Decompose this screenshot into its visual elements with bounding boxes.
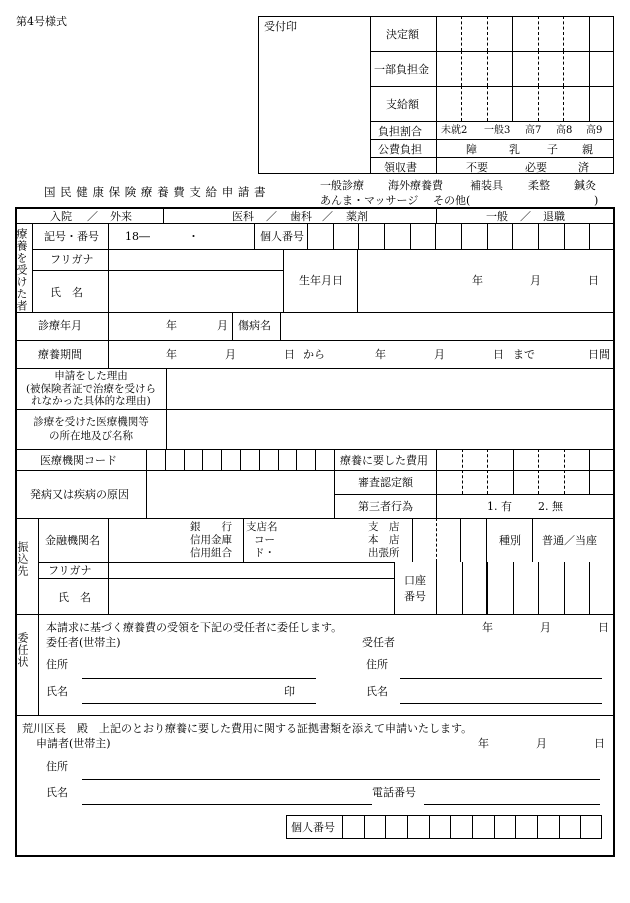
phone-label: 電話番号 — [372, 786, 416, 799]
application-year: 年 — [478, 737, 489, 750]
decision-amount-digit-7[interactable] — [589, 16, 614, 51]
bank-type-kumiai[interactable]: 信用組合 — [190, 547, 232, 559]
account-number-digit-2[interactable] — [462, 562, 488, 614]
delegation-side-label: 委任状 — [16, 632, 29, 668]
applicant-address-input[interactable] — [82, 756, 600, 778]
third-party-label: 第三者行為 — [358, 500, 413, 513]
account-number-digit-4[interactable] — [513, 562, 539, 614]
burden-opt-2[interactable]: 一般3 — [484, 125, 511, 136]
form-number: 第4号様式 — [16, 15, 67, 28]
branch-name-label: 支店名 — [246, 521, 278, 533]
applicant-personal-number-digit-2[interactable] — [364, 815, 386, 839]
public-opt-3[interactable]: 子 — [547, 143, 558, 156]
receipt-label: 領収書 — [384, 161, 417, 174]
institution-code-digit-5[interactable] — [221, 449, 240, 470]
period-from: から — [303, 348, 325, 361]
delegatee-label: 受任者 — [362, 636, 395, 649]
institution-label-1: 診療を受けた医療機関等 — [33, 416, 149, 428]
payment-amount-digit-4[interactable] — [512, 86, 537, 121]
delegatee-address-input[interactable] — [400, 656, 602, 676]
public-burden-label: 公費負担 — [378, 143, 422, 156]
partial-burden-digit-6[interactable] — [563, 51, 588, 86]
cost-label: 療養に要した費用 — [340, 454, 428, 467]
delegatee-name-label: 氏名 — [366, 685, 388, 698]
name-input[interactable] — [110, 272, 280, 310]
patient-personal-number-digit-1[interactable] — [307, 223, 333, 249]
applicant-name-label: 氏名 — [46, 786, 68, 799]
delegator-label: 委任者(世帯主) — [46, 636, 121, 649]
birthdate-input[interactable] — [360, 252, 612, 310]
symbol-number-input[interactable] — [150, 226, 250, 246]
third-party-no[interactable]: 2. 無 — [538, 500, 563, 513]
decision-amount-digit-5[interactable] — [538, 16, 563, 51]
partial-burden-digit-3[interactable] — [487, 51, 512, 86]
type-judo[interactable]: 柔整 — [528, 179, 550, 192]
applicant-personal-number-digit-7[interactable] — [472, 815, 494, 839]
delegation-year: 年 — [482, 621, 493, 634]
burden-opt-5[interactable]: 高9 — [586, 125, 603, 136]
decision-amount-digit-2[interactable] — [461, 16, 486, 51]
institution-code-digit-8[interactable] — [278, 449, 297, 470]
cause-input[interactable] — [149, 472, 331, 516]
category-general[interactable]: 一般 — [486, 210, 508, 223]
sep-3: ／ — [322, 210, 333, 223]
delegation-text: 本請求に基づく療養費の受領を下記の受任者に委任します。 — [46, 621, 343, 634]
applicant-personal-number-digit-1[interactable] — [342, 815, 364, 839]
institution-code-digit-3[interactable] — [184, 449, 203, 470]
code-label-1: コー — [254, 534, 275, 546]
admission-inpatient[interactable]: 入院 — [50, 210, 72, 223]
disease-label: 傷病名 — [238, 319, 271, 332]
sep-2: ／ — [266, 210, 277, 223]
patient-personal-number-digit-5[interactable] — [410, 223, 436, 249]
sep-4: ／ — [520, 210, 531, 223]
patient-personal-number-digit-4[interactable] — [384, 223, 410, 249]
period-day-2: 日 — [493, 348, 504, 361]
receipt-opt-2[interactable]: 必要 — [525, 161, 547, 174]
cost-digit-3[interactable] — [487, 449, 513, 494]
review-amount-label: 審査認定額 — [358, 476, 413, 489]
visit-month-label: 診療年月 — [38, 319, 82, 332]
payment-amount-digit-5[interactable] — [538, 86, 563, 121]
name-label: 氏 名 — [50, 286, 83, 299]
account-number-digit-7[interactable] — [589, 562, 615, 614]
seal-mark: 印 — [284, 685, 295, 698]
account-kind-label: 種別 — [499, 534, 521, 547]
patient-personal-number-digit-8[interactable] — [487, 223, 513, 249]
reason-label-1: 申請をした理由 — [54, 370, 128, 382]
burden-opt-4[interactable]: 高8 — [556, 125, 573, 136]
applicant-personal-number-label: 個人番号 — [291, 821, 335, 834]
burden-ratio-label: 負担割合 — [378, 125, 422, 138]
birth-year: 年 — [472, 274, 483, 287]
applicant-personal-number-digit-4[interactable] — [407, 815, 429, 839]
application-text: 荒川区長 殿 上記のとおり療養に要した費用に関する証拠書類を添えて申請いたします。 — [22, 722, 473, 735]
dept-dental[interactable]: 歯科 — [290, 210, 312, 223]
phone-input[interactable] — [424, 783, 600, 803]
inst-code-label: 医療機関コード — [40, 454, 117, 467]
decision-amount-digit-1[interactable] — [436, 16, 461, 51]
birth-day: 日 — [588, 274, 599, 287]
public-opt-2[interactable]: 乳 — [509, 143, 520, 156]
type-other[interactable]: その他( — [433, 194, 471, 207]
payment-amount-digit-7[interactable] — [589, 86, 614, 121]
decision-amount-digit-6[interactable] — [563, 16, 588, 51]
type-massage[interactable]: あんま・マッサージ — [320, 194, 419, 207]
birth-month: 月 — [530, 274, 541, 287]
bank-type-shinkin[interactable]: 信用金庫 — [190, 534, 232, 546]
partial-burden-digit-1[interactable] — [436, 51, 461, 86]
institution-label-2: の所在地及び名称 — [49, 430, 133, 442]
institution-code-digit-2[interactable] — [165, 449, 184, 470]
applicant-label: 申請者(世帯主) — [36, 737, 111, 750]
institution-code-digit-10[interactable] — [315, 449, 334, 470]
delegatee-address-label: 住所 — [366, 658, 388, 671]
period-day: 日 — [284, 348, 295, 361]
patient-personal-number-digit-7[interactable] — [461, 223, 487, 249]
type-orthosis[interactable]: 補装具 — [470, 179, 503, 192]
branch-name-input[interactable] — [285, 521, 365, 559]
delegator-name-input[interactable] — [82, 682, 282, 702]
partial-burden-label: 一部負担金 — [374, 63, 429, 76]
receipt-opt-1[interactable]: 不要 — [466, 161, 488, 174]
payment-amount-digit-3[interactable] — [487, 86, 512, 121]
patient-personal-number-digit-10[interactable] — [538, 223, 564, 249]
transfer-name-label: 氏 名 — [58, 591, 91, 604]
bank-name-input[interactable] — [111, 521, 181, 559]
institution-code-digit-9[interactable] — [296, 449, 315, 470]
applicant-personal-number-digit-6[interactable] — [450, 815, 472, 839]
cause-label: 発病又は疾病の原因 — [30, 488, 129, 501]
patient-side-label: 療養を受けた者 — [15, 228, 28, 312]
delegator-name-label: 氏名 — [46, 685, 68, 698]
dept-medical[interactable]: 医科 — [232, 210, 254, 223]
personal-number-label: 個人番号 — [260, 230, 304, 243]
account-label-1: 口座 — [404, 574, 426, 587]
cost-digit-2[interactable] — [462, 449, 488, 494]
category-retired[interactable]: 退職 — [543, 210, 565, 223]
type-other-close: ) — [594, 194, 599, 207]
account-number-digit-1[interactable] — [436, 562, 462, 614]
reason-label-2: (被保険者証で治療を受けら — [25, 383, 157, 395]
branch-type-branch[interactable]: 支 店 — [368, 521, 400, 533]
period-year-2: 年 — [375, 348, 386, 361]
third-party-yes[interactable]: 1. 有 — [487, 500, 512, 513]
admission-outpatient[interactable]: 外来 — [110, 210, 132, 223]
applicant-name-input[interactable] — [82, 783, 372, 803]
bank-type-bank[interactable]: 銀 行 — [190, 521, 232, 533]
period-until: まで — [513, 348, 535, 361]
account-number-digit-3[interactable] — [487, 562, 513, 614]
patient-personal-number-digit-12[interactable] — [589, 223, 615, 249]
institution-code-digit-7[interactable] — [259, 449, 278, 470]
delegator-address-label: 住所 — [46, 658, 68, 671]
institution-input[interactable] — [169, 411, 612, 447]
reception-stamp-area[interactable] — [260, 36, 368, 172]
period-label: 療養期間 — [38, 348, 82, 361]
form-title: 国 民 健 康 保 険 療 養 費 支 給 申 請 書 — [44, 185, 267, 199]
decision-amount-digit-3[interactable] — [487, 16, 512, 51]
patient-personal-number-digit-2[interactable] — [333, 223, 359, 249]
applicant-personal-number-digit-3[interactable] — [385, 815, 407, 839]
reason-label-3: れなかった具体的な理由) — [31, 395, 151, 407]
applicant-personal-number-digit-8[interactable] — [494, 815, 516, 839]
applicant-personal-number-digit-5[interactable] — [429, 815, 451, 839]
patient-personal-number-digit-11[interactable] — [564, 223, 590, 249]
symbol-number-label: 記号・番号 — [44, 230, 99, 243]
applicant-personal-number-digit-11[interactable] — [559, 815, 581, 839]
visit-month: 月 — [217, 319, 228, 332]
partial-burden-digit-5[interactable] — [538, 51, 563, 86]
burden-opt-3[interactable]: 高7 — [525, 125, 542, 136]
sep-1: ／ — [87, 210, 98, 223]
account-holder-input[interactable] — [111, 580, 391, 612]
dept-pharmacy[interactable]: 薬剤 — [346, 210, 368, 223]
transfer-furigana-label: フリガナ — [48, 564, 92, 577]
account-number-digit-6[interactable] — [564, 562, 590, 614]
symbol-prefix: 18― — [125, 230, 150, 243]
payment-amount-digit-6[interactable] — [563, 86, 588, 121]
cost-digit-6[interactable] — [564, 449, 590, 494]
account-number-digit-5[interactable] — [538, 562, 564, 614]
reception-stamp-label: 受付印 — [264, 20, 297, 33]
cost-digit-4[interactable] — [513, 449, 539, 494]
institution-code-digit-1[interactable] — [146, 449, 165, 470]
period-year: 年 — [166, 348, 177, 361]
furigana-label: フリガナ — [50, 253, 94, 266]
application-month: 月 — [536, 737, 547, 750]
decision-amount-label: 決定額 — [386, 28, 419, 41]
payment-amount-label: 支給額 — [386, 98, 419, 111]
branch-type-office[interactable]: 出張所 — [368, 547, 400, 559]
applicant-personal-number-digit-9[interactable] — [515, 815, 537, 839]
birthdate-label: 生年月日 — [299, 274, 343, 287]
delegation-month: 月 — [540, 621, 551, 634]
partial-burden-digit-2[interactable] — [461, 51, 486, 86]
institution-code-digit-4[interactable] — [202, 449, 221, 470]
applicant-personal-number-digit-10[interactable] — [537, 815, 559, 839]
code-label-2: ド・ — [254, 547, 275, 559]
account-furigana-input[interactable] — [111, 564, 391, 577]
cost-digit-5[interactable] — [538, 449, 564, 494]
furigana-input[interactable] — [110, 251, 280, 269]
public-opt-1[interactable]: 障 — [466, 143, 477, 156]
type-acupuncture[interactable]: 鍼灸 — [574, 179, 596, 192]
public-opt-4[interactable]: 親 — [582, 143, 593, 156]
partial-burden-digit-7[interactable] — [589, 51, 614, 86]
account-label-2: 番号 — [404, 590, 426, 603]
symbol-dot: ・ — [188, 230, 199, 243]
receipt-opt-3[interactable]: 済 — [578, 161, 589, 174]
period-month: 月 — [225, 348, 236, 361]
type-overseas[interactable]: 海外療養費 — [388, 179, 443, 192]
transfer-side-label: 振込先 — [16, 541, 29, 577]
delegatee-name-input[interactable] — [400, 682, 602, 702]
delegation-day: 日 — [598, 621, 609, 634]
decision-amount-digit-4[interactable] — [512, 16, 537, 51]
cost-digit-1[interactable] — [436, 449, 462, 494]
disease-input[interactable] — [283, 314, 612, 338]
branch-type-main[interactable]: 本 店 — [368, 534, 400, 546]
application-day: 日 — [594, 737, 605, 750]
payment-amount-digit-2[interactable] — [461, 86, 486, 121]
account-type-options[interactable]: 普通／当座 — [542, 534, 597, 547]
patient-personal-number-digit-9[interactable] — [512, 223, 538, 249]
delegator-address-input[interactable] — [82, 656, 316, 676]
applicant-personal-number-digit-12[interactable] — [580, 815, 602, 839]
payment-amount-digit-1[interactable] — [436, 86, 461, 121]
type-general[interactable]: 一般診療 — [320, 179, 364, 192]
institution-code-digit-6[interactable] — [240, 449, 259, 470]
visit-year: 年 — [166, 319, 177, 332]
bank-name-label: 金融機関名 — [45, 534, 100, 547]
patient-personal-number-digit-6[interactable] — [435, 223, 461, 249]
period-month-2: 月 — [434, 348, 445, 361]
cost-digit-7[interactable] — [589, 449, 615, 494]
partial-burden-digit-4[interactable] — [512, 51, 537, 86]
patient-personal-number-digit-3[interactable] — [358, 223, 384, 249]
burden-opt-1[interactable]: 未就2 — [441, 125, 468, 136]
period-days: 日間 — [588, 348, 610, 361]
reason-input[interactable] — [169, 371, 612, 407]
applicant-address-label: 住所 — [46, 760, 68, 773]
